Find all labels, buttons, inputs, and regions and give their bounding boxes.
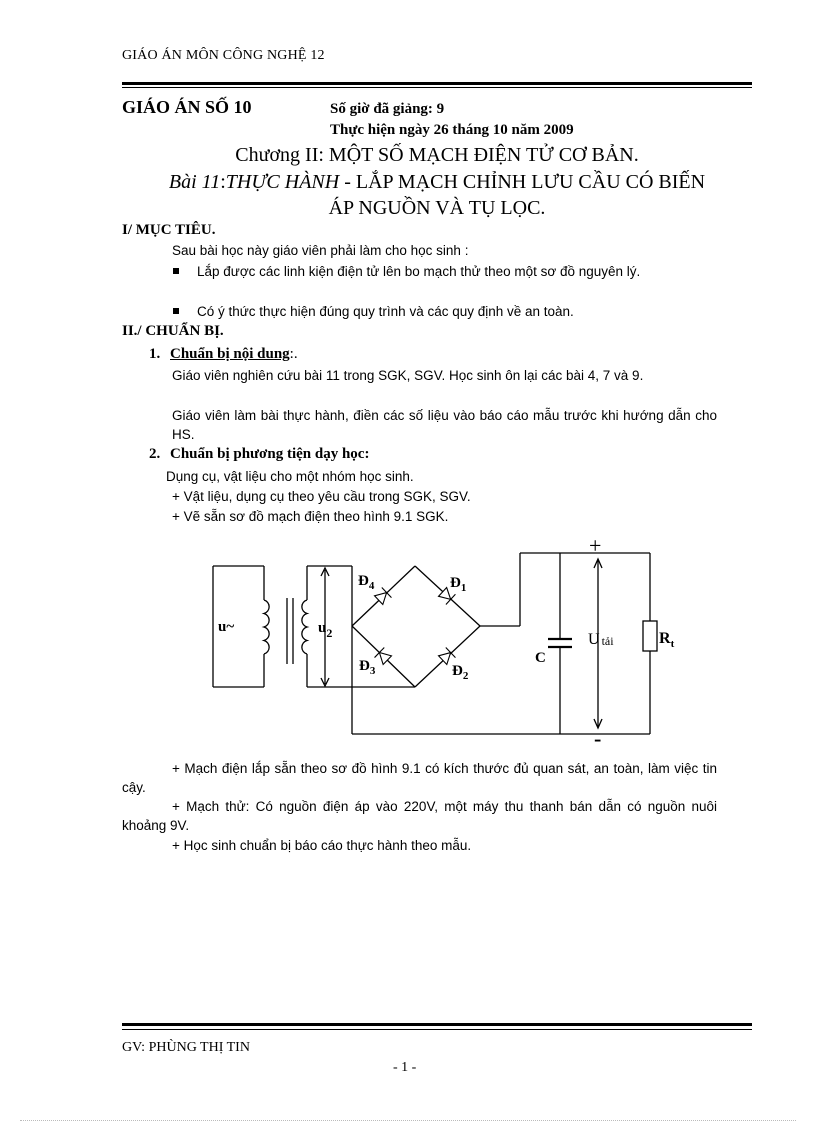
prep-content-number: 1. bbox=[149, 346, 161, 362]
teacher-name: GV: PHÙNG THỊ TIN bbox=[122, 1040, 250, 1055]
label-u-in: u~ bbox=[218, 619, 235, 635]
plan-number: GIÁO ÁN SỐ 10 bbox=[122, 97, 252, 117]
prep-tools-l1: Dụng cụ, vật liệu cho một nhóm học sinh. bbox=[166, 469, 414, 484]
label-load: $R_t$ bbox=[659, 630, 675, 650]
hours-taught: Số giờ đã giảng: 9 bbox=[330, 101, 445, 117]
prep-content-p1: Giáo viên nghiên cứu bài 11 trong SGK, SGV. Học sinh ôn lại các bài 4, 7 và 9. bbox=[172, 368, 644, 383]
lesson-title-line1: - LẮP MẠCH CHỈNH LƯU CẦU CÓ BIẾN bbox=[339, 171, 706, 193]
page-number: - 1 - bbox=[393, 1060, 417, 1075]
prep-content-p2: Giáo viên làm bài thực hành, điền các số liệu vào báo cáo mẫu trước khi hướng dẫn cho HS. bbox=[172, 408, 717, 442]
page-edge-dotline bbox=[20, 1120, 796, 1121]
label-capacitor: C bbox=[535, 650, 546, 666]
after-p1: + Mạch điện lắp sẵn theo sơ đồ hình 9.1 có kích thước đủ quan sát, an toàn, làm việc tin cậy. bbox=[122, 761, 717, 795]
lesson-date: Thực hiện ngày 26 tháng 10 năm 2009 bbox=[330, 122, 574, 138]
objectives-intro: Sau bài học này giáo viên phải làm cho học sinh : bbox=[172, 243, 469, 258]
lesson-title-line2: ÁP NGUỒN VÀ TỤ LỌC. bbox=[328, 197, 546, 219]
label-u2: $u_2$ bbox=[318, 620, 333, 640]
chapter-title: Chương II: MỘT SỐ MẠCH ĐIỆN TỬ CƠ BẢN. bbox=[235, 144, 639, 166]
prep-tools-l3: + Vẽ sẵn sơ đồ mạch điện theo hình 9.1 SGK. bbox=[172, 509, 449, 524]
lesson-title: Bài 11:THỰC HÀNH - LẮP MẠCH CHỈNH LƯU CẦU CÓ BIẾN ÁP NGUỒN VÀ TỤ LỌC. bbox=[168, 171, 706, 219]
header-title: GIÁO ÁN MÔN CÔNG NGHỆ 12 bbox=[122, 48, 325, 63]
footer-rule bbox=[122, 1023, 752, 1026]
lesson-type: THỰC HÀNH bbox=[225, 171, 340, 193]
load-resistor-icon bbox=[643, 621, 657, 651]
label-minus: - bbox=[594, 726, 602, 751]
prep-tools-title: Chuẩn bị phương tiện dạy học: bbox=[170, 446, 370, 462]
objective-item-1: Lắp được các linh kiện điện tử lên bo mạch thử theo một sơ đồ nguyên lý. bbox=[197, 264, 641, 279]
secondary-coil-icon bbox=[302, 600, 307, 654]
label-d2: $Đ_2$ bbox=[452, 663, 469, 682]
label-u-out: U tải bbox=[588, 631, 614, 648]
after-p2: + Mạch thử: Có nguồn điện áp vào 220V, một máy thu thanh bán dẫn có nguồn nuôi khoảng 9V. bbox=[122, 799, 717, 833]
objective-item-2: Có ý thức thực hiện đúng quy trình và các quy định về an toàn. bbox=[197, 304, 574, 319]
label-d4: $Đ_4$ bbox=[358, 573, 375, 592]
footer-rule-thin bbox=[122, 1029, 752, 1030]
section-preparation-heading: II./ CHUẨN BỊ. bbox=[122, 323, 224, 339]
primary-coil-icon bbox=[264, 600, 269, 654]
prep-tools-number: 2. bbox=[149, 446, 161, 462]
label-d3: $Đ_3$ bbox=[359, 658, 376, 677]
lesson-prefix: Bài 11 bbox=[168, 171, 221, 193]
section-objectives-heading: I/ MỤC TIÊU. bbox=[122, 222, 216, 238]
label-plus: + bbox=[589, 533, 602, 558]
prep-content-title: Chuẩn bị nội dung bbox=[170, 346, 290, 362]
label-d1: $Đ_1$ bbox=[450, 575, 467, 594]
prep-content-suffix: :. bbox=[289, 346, 298, 362]
prep-tools-l2: + Vật liệu, dụng cụ theo yêu cầu trong SGK, SGV. bbox=[172, 489, 471, 504]
after-p3: + Học sinh chuẩn bị báo cáo thực hành theo mẫu. bbox=[172, 838, 472, 853]
